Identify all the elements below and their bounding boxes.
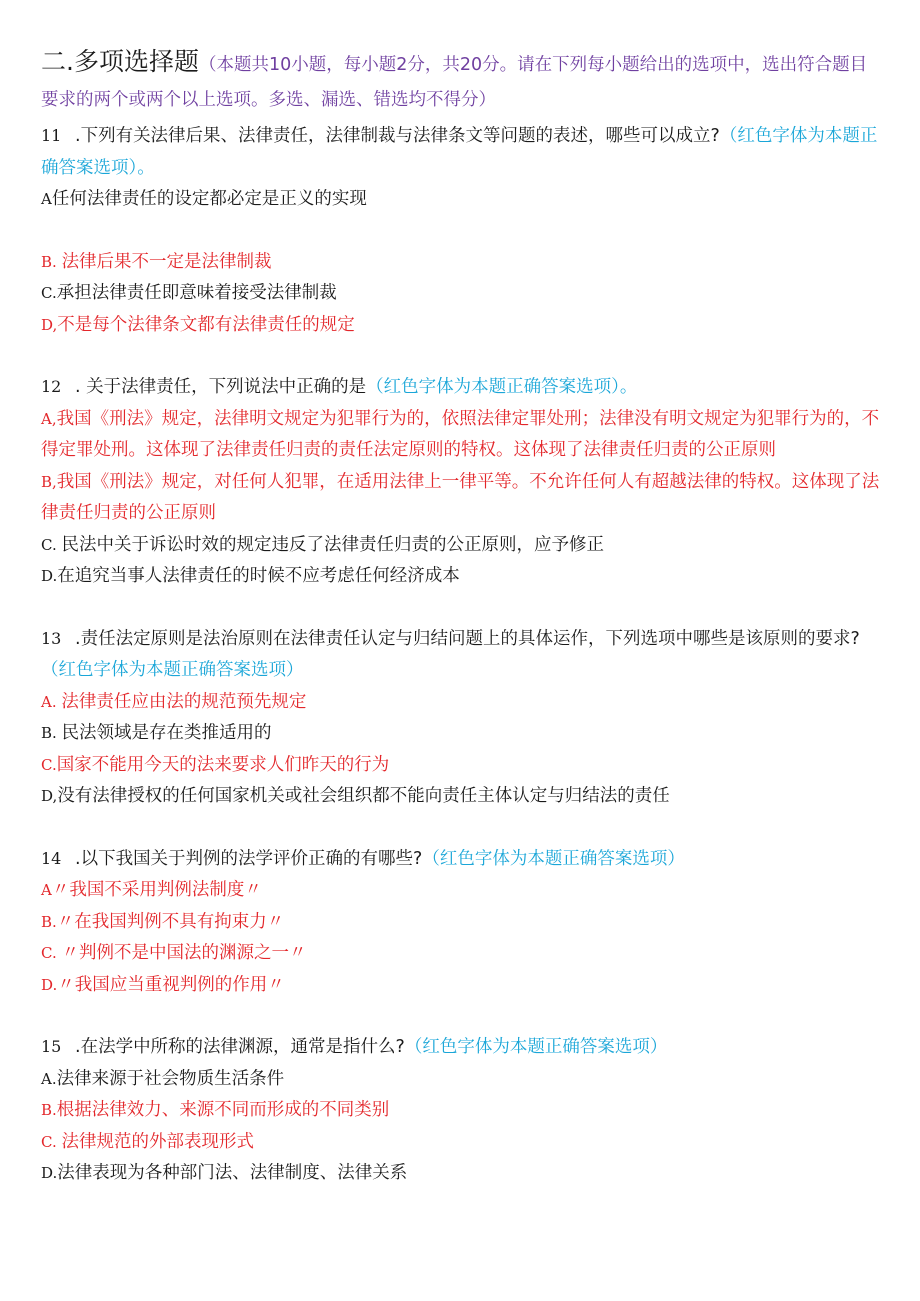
option-text: 〃在我国判例不具有拘束力〃: [56, 911, 285, 932]
option-letter: B.: [41, 724, 62, 742]
option-letter: A,: [41, 409, 57, 428]
question-spacer: [41, 813, 881, 843]
question-14: [41, 843, 881, 1002]
option-letter: C.: [41, 755, 57, 774]
option-spacer: [41, 216, 881, 247]
option-b: [41, 718, 881, 750]
option-text: 〃我国应当重视判例的作用〃: [57, 974, 285, 995]
option-letter: B,: [41, 472, 57, 491]
option-c: [41, 530, 881, 562]
option-text: 〃判例不是中国法的渊源之一〃: [61, 943, 307, 963]
question-number: 14: [41, 848, 62, 868]
answer-hint: （红色字体为本题正确答案选项）: [41, 660, 304, 680]
option-text: 在追究当事人法律责任的时候不应考虑任何经济成本: [57, 566, 460, 586]
option-text: 国家不能用今天的法来要求人们昨天的行为: [56, 754, 390, 775]
option-text: 我国《刑法》规定，对任何人犯罪，在适用法律上一律平等。不允许任何人有超越法律的特权。这体现了法律责任归责的公正原则: [41, 471, 880, 523]
question-15: [41, 1031, 881, 1190]
option-text: 法律后果不一定是法律制裁: [61, 251, 272, 272]
option-letter: D.: [41, 975, 58, 994]
option-text: 不是每个法律条文都有法律责任的规定: [57, 314, 355, 335]
option-c-correct: [41, 1127, 881, 1159]
answer-hint: （红色字体为本题正确答案选项）。: [366, 377, 638, 397]
section-title: 二.多项选择题: [41, 47, 199, 76]
option-d: [41, 781, 881, 813]
option-text: 没有法律授权的任何国家机关或社会组织都不能向责任主体认定与归结法的责任: [57, 786, 670, 806]
option-c-correct: [41, 750, 881, 782]
option-letter: C.: [41, 944, 62, 962]
question-text: .责任法定原则是法治原则在法律责任认定与归结问题上的具体运作，下列选项中哪些是该原则的要求?: [75, 628, 860, 649]
question-stem: [41, 371, 881, 404]
option-text: 法律表现为各种部门法、法律制度、法律关系: [57, 1163, 408, 1183]
question-11: [41, 120, 881, 341]
section-instructions: （本题共10小题，每小题2分，共20分。请在下列每小题给出的选项中，选出符合题目要求的两个或两个以上选项。多选、漏选、错选均不得分）: [41, 55, 868, 110]
option-a-correct: [41, 875, 881, 907]
option-text: 法律责任应由法的规范预先规定: [61, 691, 307, 712]
option-letter: B.: [41, 252, 62, 271]
option-b-correct: [41, 1095, 881, 1127]
question-stem: [41, 623, 881, 687]
question-text: .以下我国关于判例的法学评价正确的有哪些?: [75, 848, 423, 869]
question-number: 11: [41, 126, 62, 145]
option-d-correct: [41, 970, 881, 1002]
document-page: [41, 44, 881, 1190]
option-letter: C.: [41, 284, 57, 302]
question-number: 15: [41, 1037, 62, 1056]
question-text: . 关于法律责任，下列说法中正确的是: [75, 377, 367, 397]
option-letter: A.: [41, 1069, 57, 1088]
question-stem: [41, 120, 881, 184]
question-stem: [41, 1031, 881, 1064]
option-text: 〃我国不采用判例法制度〃: [51, 880, 262, 900]
question-spacer: [41, 593, 881, 623]
option-letter: A: [41, 881, 52, 899]
option-a-correct: [41, 687, 881, 719]
question-13: [41, 623, 881, 813]
option-d-correct: [41, 310, 881, 342]
question-number: 13: [41, 628, 62, 648]
option-text: 承担法律责任即意味着接受法律制裁: [56, 283, 337, 303]
option-text: 民法领域是存在类推适用的: [61, 723, 272, 743]
option-d: [41, 561, 881, 593]
option-c: [41, 278, 881, 310]
option-a: [41, 184, 881, 216]
option-text: 法律来源于社会物质生活条件: [56, 1068, 285, 1089]
option-letter: A.: [41, 692, 62, 711]
answer-hint: （红色字体为本题正确答案选项）。: [41, 126, 878, 178]
question-text: .在法学中所称的法律渊源，通常是指什么?: [75, 1037, 405, 1057]
option-text: 民法中关于诉讼时效的规定违反了法律责任归责的公正原则，应予修正: [61, 534, 604, 555]
option-letter: B.: [41, 912, 57, 931]
option-letter: A: [41, 190, 52, 208]
option-text: 我国《刑法》规定，法律明文规定为犯罪行为的，依照法律定罪处刑；法律没有明文规定为犯罪行为的，不得定罪处刑。这体现了法律责任归责的责任法定原则的特权。这体现了法律责任归责的公正原则: [41, 408, 880, 460]
option-text: 法律规范的外部表现形式: [61, 1131, 254, 1152]
option-b-correct: [41, 467, 881, 530]
answer-hint: （红色字体为本题正确答案选项）: [422, 848, 685, 869]
option-d: [41, 1158, 881, 1190]
question-text: .下列有关法律后果、法律责任，法律制裁与法律条文等问题的表述，哪些可以成立?: [75, 126, 720, 146]
option-letter: B.: [41, 1101, 57, 1119]
option-letter: D,: [41, 315, 58, 334]
option-b-correct: [41, 907, 881, 939]
section-header: [41, 44, 881, 118]
option-text: 任何法律责任的设定都必定是正义的实现: [51, 189, 367, 209]
answer-hint: （红色字体为本题正确答案选项）: [404, 1037, 668, 1057]
question-spacer: [41, 1001, 881, 1031]
question-stem: [41, 843, 881, 876]
option-letter: D.: [41, 1164, 58, 1182]
option-b-correct: [41, 247, 881, 279]
question-spacer: [41, 341, 881, 371]
option-text: 根据法律效力、来源不同而形成的不同类别: [56, 1100, 390, 1120]
option-letter: D,: [41, 787, 58, 805]
question-number: 12: [41, 377, 62, 396]
option-letter: C.: [41, 535, 62, 554]
question-list: [41, 120, 881, 1190]
option-letter: C.: [41, 1132, 62, 1151]
option-a-correct: [41, 404, 881, 467]
option-c-correct: [41, 938, 881, 970]
question-12: [41, 371, 881, 593]
option-a: [41, 1064, 881, 1096]
option-letter: D.: [41, 567, 58, 585]
